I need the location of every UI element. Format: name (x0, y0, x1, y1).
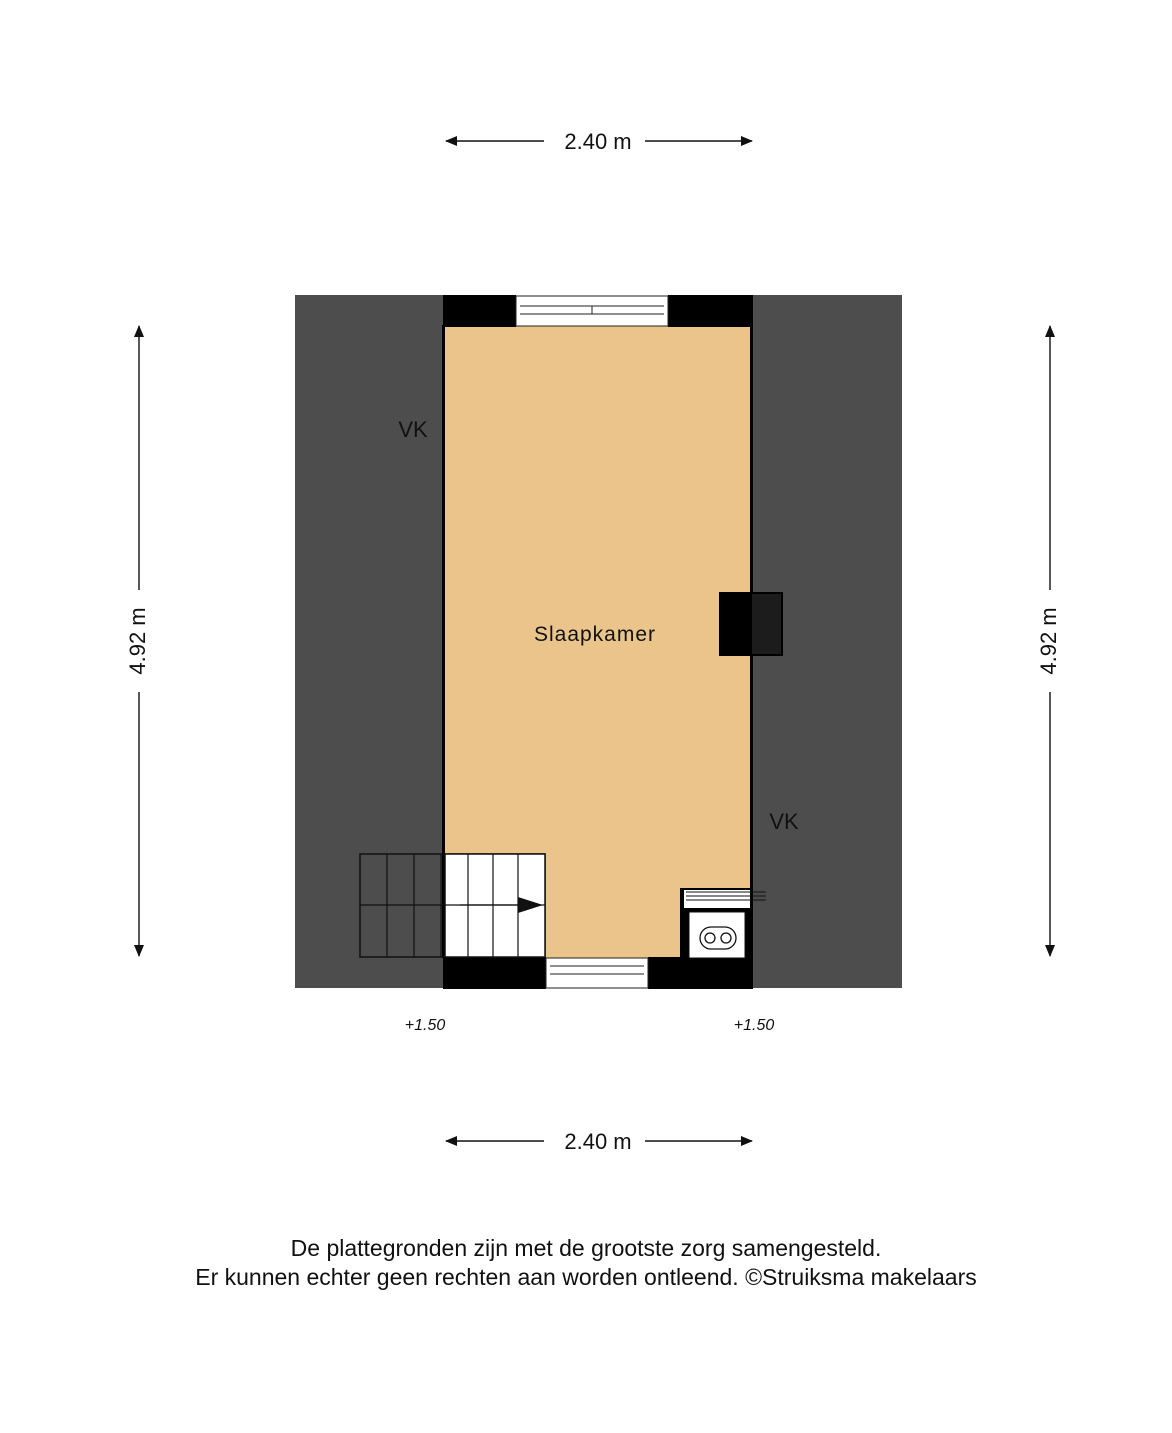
top-dimension-label: 2.40 m (564, 129, 632, 154)
bottom-dimension-label: 2.40 m (564, 1129, 632, 1154)
left-dimension-label: 4.92 m (124, 607, 150, 675)
right-dimension-label: 4.92 m (1035, 607, 1061, 675)
window-top (516, 296, 668, 326)
room-label: Slaapkamer (533, 623, 657, 646)
window-bottom (546, 958, 648, 988)
left-dimension (125, 326, 150, 956)
vk-label-left: VK (398, 417, 428, 442)
level-label-right: +1.50 (733, 1017, 775, 1034)
roof-slope-left (295, 295, 445, 988)
bottom-dimension (446, 1129, 752, 1154)
right-dimension (1036, 326, 1061, 956)
disclaimer-line-2: Er kunnen echter geen rechten aan worden ontleend. ©Struiksma makelaars (195, 1264, 977, 1290)
level-label-left: +1.50 (404, 1017, 446, 1034)
vk-label-right: VK (769, 809, 799, 834)
top-dimension (446, 129, 752, 154)
chimney (719, 592, 783, 656)
disclaimer-line-1: De plattegronden zijn met de grootste zorg samengesteld. (290, 1235, 882, 1261)
